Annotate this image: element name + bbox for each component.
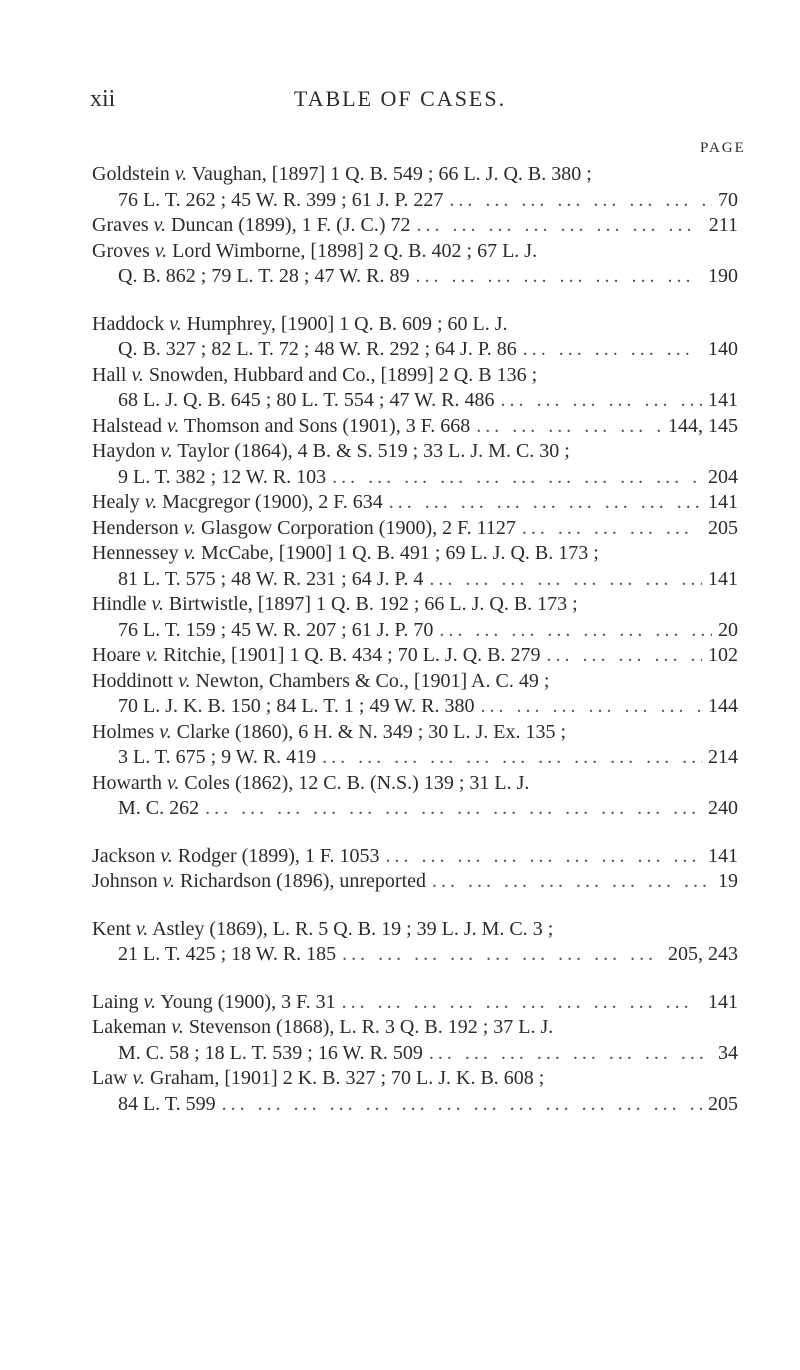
case-citation-text: Graves v. Duncan (1899), 1 F. (J. C.) 72 — [92, 214, 411, 236]
case-citation-line — [92, 363, 738, 389]
case-citation-text: 76 L. T. 159 ; 45 W. R. 207 ; 61 J. P. 70 — [118, 618, 434, 641]
case-citation-continuation — [92, 567, 738, 593]
case-citation-text: 9 L. T. 382 ; 12 W. R. 103 — [118, 465, 327, 488]
case-entry — [92, 1015, 738, 1066]
case-citation-text: Haddock v. Humphrey, [1900] 1 Q. B. 609 ; 60 L. J. — [92, 312, 508, 335]
case-citation-line — [92, 869, 738, 895]
dot-leader — [476, 414, 662, 440]
page-reference: 141 — [708, 389, 738, 411]
case-citation-continuation — [92, 188, 738, 214]
case-citation-text: Halstead v. Thomson and Sons (1901), 3 F. 668 — [92, 414, 471, 437]
letter-group — [92, 312, 738, 822]
case-citation-text: M. C. 58 ; 18 L. T. 539 ; 16 W. R. 509 — [118, 1041, 423, 1064]
case-citation-text: Hennessey v. McCabe, [1900] 1 Q. B. 491 ; 69 L. J. Q. B. 173 ; — [92, 542, 599, 564]
page-reference: 34 — [718, 1041, 738, 1064]
dot-leader — [429, 567, 702, 593]
case-citation-text: Q. B. 327 ; 82 L. T. 72 ; 48 W. R. 292 ; 64 J. P. 86 — [118, 338, 517, 360]
page-reference: 205 — [708, 1092, 738, 1115]
running-title: TABLE OF CASES. — [293, 86, 507, 111]
dot-leader — [449, 188, 712, 214]
case-citation-line — [92, 439, 738, 465]
case-entry — [92, 720, 738, 771]
page-reference: 19 — [718, 870, 738, 892]
case-citation-text: Law v. Graham, [1901] 2 K. B. 327 ; 70 L. J. K. B. 608 ; — [92, 1067, 545, 1089]
page-reference: 141 — [708, 844, 738, 867]
dot-leader — [439, 618, 712, 644]
page-reference: 141 — [708, 990, 738, 1013]
case-entry — [92, 239, 738, 290]
case-entry — [92, 771, 738, 822]
case-entry — [92, 312, 738, 363]
case-citation-continuation — [92, 796, 738, 822]
page-reference: 102 — [708, 644, 738, 666]
case-citation-line — [92, 669, 738, 695]
case-citation-text: Jackson v. Rodger (1899), 1 F. 1053 — [92, 844, 380, 867]
case-citation-text: 84 L. T. 599 — [118, 1092, 216, 1115]
case-citation-text: Healy v. Macgregor (1900), 2 F. 634 — [92, 491, 383, 513]
page-reference: 205 — [708, 516, 738, 539]
case-entry — [92, 162, 738, 213]
case-citation-continuation — [92, 618, 738, 644]
folio-number: xii — [90, 86, 116, 112]
dot-leader — [501, 388, 702, 414]
letter-group — [92, 990, 738, 1118]
case-citation-text: Howarth v. Coles (1862), 12 C. B. (N.S.) 139 ; 31 L. J. — [92, 771, 530, 794]
dot-leader — [429, 1041, 712, 1067]
dot-leader — [222, 1092, 702, 1118]
case-entry — [92, 869, 738, 895]
case-citation-line — [92, 516, 738, 542]
dot-leader — [432, 869, 712, 895]
case-entry — [92, 990, 738, 1016]
case-entry — [92, 844, 738, 870]
dot-leader — [389, 490, 702, 516]
page-reference: 190 — [708, 265, 738, 287]
case-citation-text: Kent v. Astley (1869), L. R. 5 Q. B. 19 ; 39 L. J. M. C. 3 ; — [92, 917, 554, 940]
case-entry — [92, 439, 738, 490]
case-citation-text: 70 L. J. K. B. 150 ; 84 L. T. 1 ; 49 W. R. 380 — [118, 695, 475, 717]
case-entry — [92, 213, 738, 239]
letter-group — [92, 917, 738, 968]
dot-leader — [385, 844, 702, 870]
page-reference: 141 — [708, 567, 738, 590]
case-citation-line — [92, 844, 738, 870]
letter-group — [92, 162, 738, 290]
case-citation-text: Hindle v. Birtwistle, [1897] 1 Q. B. 192 ; 66 L. J. Q. B. 173 ; — [92, 593, 578, 615]
case-entry — [92, 643, 738, 669]
case-entry — [92, 490, 738, 516]
case-citation-text: 76 L. T. 262 ; 45 W. R. 399 ; 61 J. P. 227 — [118, 188, 444, 211]
case-citation-line — [92, 541, 738, 567]
page-reference: 240 — [708, 797, 738, 819]
case-citation-line — [92, 720, 738, 746]
case-citation-line — [92, 990, 738, 1016]
dot-leader — [342, 990, 702, 1016]
case-citation-text: Hoare v. Ritchie, [1901] 1 Q. B. 434 ; 70 L. J. Q. B. 279 — [92, 644, 541, 666]
case-citation-line — [92, 1066, 738, 1092]
case-citation-text: Goldstein v. Vaughan, [1897] 1 Q. B. 549 ; 66 L. J. Q. B. 380 ; — [92, 163, 592, 185]
dot-leader — [522, 516, 702, 542]
case-citation-text: M. C. 262 — [118, 797, 200, 819]
case-entry — [92, 363, 738, 414]
case-citation-text: Henderson v. Glasgow Corporation (1900), 2 F. 1127 — [92, 516, 516, 539]
dot-leader — [546, 643, 702, 669]
case-entry — [92, 541, 738, 592]
case-citation-continuation — [92, 337, 738, 363]
case-entry — [92, 516, 738, 542]
case-citation-continuation — [92, 1092, 738, 1118]
case-citation-line — [92, 414, 738, 440]
case-citation-continuation — [92, 465, 738, 491]
case-citation-continuation — [92, 264, 738, 290]
case-citation-line — [92, 213, 738, 239]
case-citation-continuation — [92, 745, 738, 771]
case-citation-continuation — [92, 942, 738, 968]
case-citation-text: Haydon v. Taylor (1864), 4 B. & S. 519 ; 33 L. J. M. C. 30 ; — [92, 440, 570, 462]
case-citation-text: Hall v. Snowden, Hubbard and Co., [1899] 2 Q. B 136 ; — [92, 363, 538, 386]
case-citation-text: 68 L. J. Q. B. 645 ; 80 L. T. 554 ; 47 W. R. 486 — [118, 389, 495, 411]
page-reference: 214 — [708, 746, 738, 768]
dot-leader — [481, 694, 702, 720]
case-citation-continuation — [92, 388, 738, 414]
case-entry — [92, 917, 738, 968]
case-citation-text: Q. B. 862 ; 79 L. T. 28 ; 47 W. R. 89 — [118, 265, 410, 287]
case-citation-line — [92, 917, 738, 943]
case-citation-continuation — [92, 694, 738, 720]
page-column-label: PAGE — [700, 140, 746, 156]
case-entry — [92, 669, 738, 720]
case-index — [92, 162, 738, 1139]
case-citation-text: 3 L. T. 675 ; 9 W. R. 419 — [118, 746, 317, 768]
letter-group — [92, 844, 738, 895]
case-citation-text: Hoddinott v. Newton, Chambers & Co., [1901] A. C. 49 ; — [92, 669, 550, 692]
dot-leader — [342, 942, 662, 968]
case-entry — [92, 592, 738, 643]
page-reference: 70 — [718, 188, 738, 211]
case-citation-line — [92, 1015, 738, 1041]
page-reference: 144, 145 — [668, 414, 738, 437]
page-reference: 211 — [708, 214, 738, 236]
page-reference: 141 — [708, 491, 738, 513]
page-reference: 205, 243 — [668, 943, 738, 965]
case-citation-text: Groves v. Lord Wimborne, [1898] 2 Q. B. 402 ; 67 L. J. — [92, 239, 538, 262]
page-reference: 140 — [708, 338, 738, 360]
case-citation-continuation — [92, 1041, 738, 1067]
dot-leader — [417, 213, 703, 239]
case-entry — [92, 1066, 738, 1117]
dot-leader — [523, 337, 702, 363]
case-citation-text: Lakeman v. Stevenson (1868), L. R. 3 Q. B. 192 ; 37 L. J. — [92, 1016, 554, 1038]
case-citation-line — [92, 162, 738, 188]
case-citation-text: Holmes v. Clarke (1860), 6 H. & N. 349 ; 30 L. J. Ex. 135 ; — [92, 720, 567, 743]
case-citation-text: 21 L. T. 425 ; 18 W. R. 185 — [118, 943, 337, 965]
page-reference: 20 — [718, 618, 738, 641]
case-citation-text: Laing v. Young (1900), 3 F. 31 — [92, 990, 336, 1013]
page-reference: 144 — [708, 695, 738, 717]
case-citation-line — [92, 490, 738, 516]
page-reference: 204 — [708, 465, 738, 488]
case-citation-line — [92, 312, 738, 338]
case-entry — [92, 414, 738, 440]
case-citation-line — [92, 643, 738, 669]
case-citation-line — [92, 239, 738, 265]
dot-leader — [332, 465, 702, 491]
dot-leader — [416, 264, 702, 290]
case-citation-line — [92, 771, 738, 797]
case-citation-text: 81 L. T. 575 ; 48 W. R. 231 ; 64 J. P. 4 — [118, 567, 424, 590]
case-citation-line — [92, 592, 738, 618]
case-citation-text: Johnson v. Richardson (1896), unreported — [92, 870, 427, 892]
dot-leader — [205, 796, 702, 822]
dot-leader — [322, 745, 702, 771]
